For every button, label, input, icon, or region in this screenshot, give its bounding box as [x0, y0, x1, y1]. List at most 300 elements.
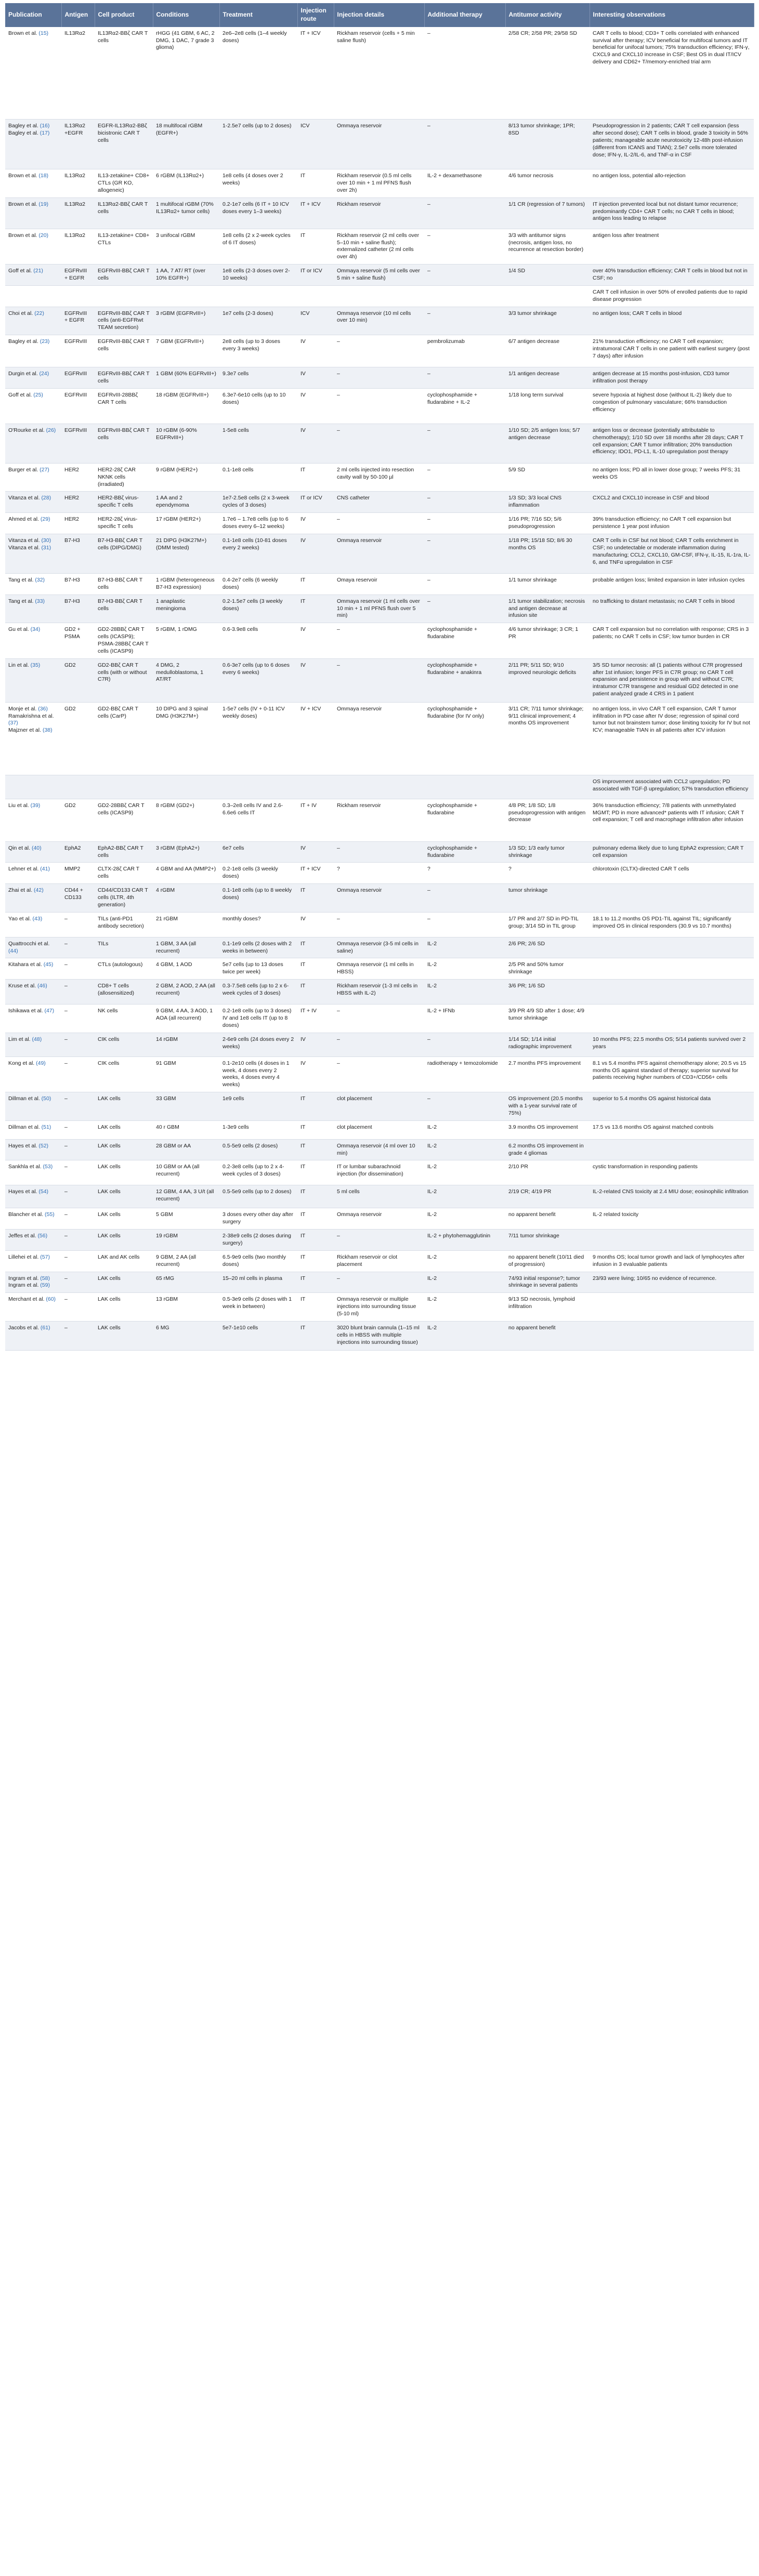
publication-author: Ramakrishna et al. [8, 712, 54, 719]
reference-link[interactable]: (46) [37, 983, 47, 989]
cell-antigen: HER2 [61, 513, 95, 534]
cell-cell-product: LAK cells [95, 1120, 153, 1139]
cell-cell-product: HER2-28ζ virus-specific T cells [95, 513, 153, 534]
header-antitumor-activity: Antitumor activity [505, 3, 590, 27]
publication-author: Hayes et al. [8, 1188, 39, 1195]
cell-antitumor-activity: 2/5 PR and 50% tumor shrinkage [505, 958, 590, 980]
table-row [5, 573, 754, 595]
reference-link[interactable]: (57) [40, 1253, 50, 1260]
reference-link[interactable]: (32) [35, 576, 45, 583]
publication-author: Goff et al. [8, 268, 34, 274]
table-row [5, 534, 754, 573]
cell-treatment: 1-5e8 cells [219, 424, 297, 463]
cell-publication [5, 229, 61, 264]
cell-interesting-observations [590, 980, 754, 1005]
publication-author: Liu et al. [8, 802, 31, 809]
cell-antigen: CD44 + CD133 [61, 884, 95, 913]
cell-additional-therapy: cyclophosphamide + fludarabine (for IV only) [424, 702, 505, 775]
cell-additional-therapy: – [424, 367, 505, 389]
cell-publication [5, 1092, 61, 1121]
reference-link[interactable]: (43) [32, 915, 43, 922]
cell-conditions: 3 rGBM (EGFRvIII+) [153, 307, 219, 335]
header-injection-route: Injection route [297, 3, 334, 27]
cell-conditions: 3 unifocal rGBM [153, 229, 219, 264]
reference-link[interactable]: (28) [41, 495, 51, 501]
cell-injection-route [297, 285, 334, 307]
cell-antigen: – [61, 1160, 95, 1185]
cell-interesting-observations [590, 1321, 754, 1350]
cell-antitumor-activity: no apparent benefit [505, 1321, 590, 1350]
table-row [5, 367, 754, 389]
reference-link[interactable]: (53) [43, 1164, 53, 1170]
cell-antigen: – [61, 1250, 95, 1272]
cell-antitumor-activity [505, 775, 590, 799]
cell-injection-details: – [334, 388, 424, 424]
cell-injection-route: IV [297, 623, 334, 658]
cell-conditions: 10 DIPG and 3 spinal DMG (H3K27M+) [153, 702, 219, 775]
cell-additional-therapy: IL-2 [424, 1208, 505, 1230]
cell-additional-therapy: – [424, 534, 505, 573]
cell-cell-product: GD2-28BBζ CAR T cells (ICASP9) [95, 799, 153, 841]
cell-antigen: – [61, 958, 95, 980]
publication-author: Vitanza et al. [8, 495, 42, 501]
cell-treatment: 1e9 cells [219, 1092, 297, 1121]
cell-antigen: – [61, 912, 95, 937]
cell-publication [5, 1185, 61, 1208]
cell-cell-product: CTLs (autologous) [95, 958, 153, 980]
cell-publication [5, 937, 61, 958]
cell-publication [5, 884, 61, 913]
reference-link[interactable]: (45) [43, 961, 54, 968]
cell-treatment: 2-6e9 cells (24 doses every 2 weeks) [219, 1033, 297, 1056]
table-row [5, 492, 754, 513]
cell-injection-route: IT [297, 937, 334, 958]
cell-treatment: 3 doses every other day after surgery [219, 1208, 297, 1230]
reference-link[interactable]: (40) [31, 844, 42, 851]
cell-injection-route: IT [297, 958, 334, 980]
reference-link[interactable]: (51) [41, 1124, 51, 1130]
cell-conditions: 5 rGBM, 1 rDMG [153, 623, 219, 658]
cell-treatment: 0.1-1e8 cells (10-81 doses every 2 weeks) [219, 534, 297, 573]
cell-publication [5, 513, 61, 534]
cell-conditions: 4 rGBM [153, 884, 219, 913]
table-row [5, 841, 754, 863]
cell-treatment: 1-3e9 cells [219, 1120, 297, 1139]
cell-cell-product: B7-H3-BBζ CAR T cells (DIPG/DMG) [95, 534, 153, 573]
reference-link[interactable]: (23) [40, 338, 50, 345]
cell-interesting-observations: no antigen loss; CAR T cells in blood [590, 307, 754, 335]
cell-cell-product: CD8+ T cells (allosensitized) [95, 980, 153, 1005]
reference-link[interactable]: (24) [39, 371, 49, 377]
cell-conditions: 2 GBM, 2 AOD, 2 AA (all recurrent) [153, 980, 219, 1005]
cell-cell-product: LAK cells [95, 1160, 153, 1185]
reference-link[interactable]: (50) [41, 1095, 51, 1102]
cell-injection-route: IV [297, 335, 334, 367]
reference-link[interactable]: (29) [40, 516, 50, 523]
cell-cell-product: IL13Rα2-BBζ CAR T cells [95, 27, 153, 120]
cell-antitumor-activity: 1/7 PR and 2/7 SD in PD-TIL group; 3/14 SD in TIL group [505, 912, 590, 937]
cell-injection-details: – [334, 658, 424, 702]
cell-conditions: 9 GBM, 4 AA, 3 AOD, 1 AOA (all recurrent) [153, 1005, 219, 1033]
cell-conditions: 40 r GBM [153, 1120, 219, 1139]
reference-link[interactable]: (17) [40, 130, 50, 137]
reference-link[interactable]: (54) [38, 1188, 49, 1195]
cell-interesting-observations [590, 1293, 754, 1322]
cell-interesting-observations: IL-2 related toxicity [590, 1208, 754, 1230]
publication-author: Dillman et al. [8, 1124, 42, 1130]
publication-author: Lim et al. [8, 1036, 32, 1042]
reference-link[interactable]: (16) [40, 123, 50, 129]
cell-publication [5, 307, 61, 335]
cell-additional-therapy: – [424, 463, 505, 492]
cell-cell-product: B7-H3-BBζ CAR T cells [95, 573, 153, 595]
publication-author: Durgin et al. [8, 371, 40, 377]
cell-publication [5, 169, 61, 198]
cell-additional-therapy: IL-2 [424, 980, 505, 1005]
cell-antitumor-activity: 1/18 long term survival [505, 388, 590, 424]
cell-antitumor-activity: no apparent benefit [505, 1208, 590, 1230]
table-row [5, 702, 754, 775]
cell-injection-details: Ommaya reservoir (1 ml cells in HBSS) [334, 958, 424, 980]
cell-interesting-observations: no trafficking to distant metastasis; no CAR T cells in blood [590, 595, 754, 623]
cell-publication [5, 573, 61, 595]
reference-link[interactable]: (52) [38, 1142, 49, 1149]
reference-link[interactable]: (31) [41, 544, 51, 551]
cell-publication [5, 1139, 61, 1160]
page [5, 3, 754, 1351]
cell-antigen: IL13Rα2 [61, 27, 95, 120]
cell-conditions [153, 775, 219, 799]
cell-conditions: 1 anaplastic meningioma [153, 595, 219, 623]
cell-injection-route: IT or ICV [297, 492, 334, 513]
cell-cell-product: TILs [95, 937, 153, 958]
cell-treatment: monthly doses? [219, 912, 297, 937]
cell-injection-details: Rickham reservoir (cells + 5 min saline flush) [334, 27, 424, 120]
cell-publication [5, 958, 61, 980]
reference-link[interactable]: (59) [40, 1282, 50, 1289]
publication-author: Hayes et al. [8, 1142, 39, 1149]
publication-author: Choi et al. [8, 310, 35, 316]
cell-publication [5, 799, 61, 841]
cell-publication [5, 120, 61, 169]
cell-antitumor-activity: 2/10 PR [505, 1160, 590, 1185]
publication-author: Monje et al. [8, 705, 38, 712]
cell-injection-details: clot placement [334, 1120, 424, 1139]
cell-injection-route: IT [297, 1208, 334, 1230]
cell-antigen: IL13Rα2 +EGFR [61, 120, 95, 169]
cell-antitumor-activity: 1/3 SD; 1/3 early tumor shrinkage [505, 841, 590, 863]
cell-injection-route: IT + IV [297, 1005, 334, 1033]
table-row [5, 463, 754, 492]
reference-link[interactable]: (30) [41, 537, 51, 544]
cell-publication [5, 980, 61, 1005]
reference-link[interactable]: (36) [38, 705, 48, 712]
cell-conditions: 8 rGBM (GD2+) [153, 799, 219, 841]
cell-interesting-observations: over 40% transduction efficiency; CAR T cells in blood but not in CSF; no [590, 265, 754, 286]
reference-link[interactable]: (61) [40, 1324, 50, 1331]
cell-injection-route: IT [297, 1293, 334, 1322]
publication-author: Majzner et al. [8, 727, 42, 734]
cell-interesting-observations: IT injection prevented local but not distant tumor recurrence; predominantly CD4+ CAR T cells; no CAR T cells in blood; antigen loss leading to relapse [590, 197, 754, 229]
cell-publication [5, 841, 61, 863]
cell-additional-therapy: IL-2 [424, 1139, 505, 1160]
cell-injection-details: Ommaya reservoir (3-5 ml cells in saline) [334, 937, 424, 958]
reference-link[interactable]: (20) [38, 232, 49, 239]
cell-injection-route: IV [297, 912, 334, 937]
cell-injection-route: IT [297, 169, 334, 198]
header-injection-details: Injection details [334, 3, 424, 27]
reference-link[interactable]: (42) [34, 887, 44, 894]
table-row [5, 335, 754, 367]
reference-link[interactable]: (19) [38, 201, 49, 207]
cell-antitumor-activity: 3/3 with antitumor signs (necrosis, antigen loss, no recurrence at resection border) [505, 229, 590, 264]
cell-cell-product: EGFRvIII-BBζ CAR T cells [95, 335, 153, 367]
reference-link[interactable]: (18) [38, 173, 49, 179]
reference-link[interactable]: (33) [35, 598, 45, 604]
reference-link[interactable]: (35) [30, 662, 41, 668]
cell-injection-details: IT or lumbar subarachnoid injection (for dissemination) [334, 1160, 424, 1185]
reference-link[interactable]: (58) [40, 1275, 50, 1282]
cell-injection-route: IV [297, 1056, 334, 1092]
cell-interesting-observations: 10 months PFS; 22.5 months OS; 5/14 patients survived over 2 years [590, 1033, 754, 1056]
cell-additional-therapy: – [424, 595, 505, 623]
cell-conditions: 6 MG [153, 1321, 219, 1350]
table-row [5, 799, 754, 841]
cell-injection-route: IT [297, 884, 334, 913]
reference-link[interactable]: (56) [37, 1233, 48, 1239]
reference-link[interactable]: (21) [33, 268, 43, 274]
cell-treatment: 5e7-1e10 cells [219, 1321, 297, 1350]
cell-injection-details: 3020 blunt brain cannula (1–15 ml cells in HBSS with multiple injections into surrounding tissue) [334, 1321, 424, 1350]
cell-antigen: IL13Rα2 [61, 197, 95, 229]
cell-publication [5, 1230, 61, 1251]
cell-antigen: GD2 [61, 658, 95, 702]
publication-author: Brown et al. [8, 173, 39, 179]
table-row [5, 980, 754, 1005]
cell-treatment: 0.2-1e7 cells (6 IT + 10 ICV doses every 1–3 weeks) [219, 197, 297, 229]
publication-author: Merchant et al. [8, 1296, 46, 1303]
cell-additional-therapy: IL-2 [424, 958, 505, 980]
reference-link[interactable]: (34) [30, 626, 41, 633]
cell-treatment: 1-5e7 cells (IV + 0-11 ICV weekly doses) [219, 702, 297, 775]
publication-author: Jacobs et al. [8, 1324, 41, 1331]
cell-publication [5, 27, 61, 120]
publication-author: Kruse et al. [8, 983, 38, 989]
cell-additional-therapy: cyclophosphamide + fludarabine [424, 799, 505, 841]
reference-link[interactable]: (60) [46, 1296, 56, 1303]
cell-treatment: 0.5-5e9 cells (2 doses) [219, 1139, 297, 1160]
cell-interesting-observations: no antigen loss, potential allo-rejection [590, 169, 754, 198]
cell-treatment [219, 285, 297, 307]
cell-publication [5, 912, 61, 937]
cell-antitumor-activity: 9/13 SD necrosis, lymphoid infiltration [505, 1293, 590, 1322]
cell-antitumor-activity: OS improvement (20.5 months with a 1-year survival rate of 75%) [505, 1092, 590, 1121]
header-antigen: Antigen [61, 3, 95, 27]
cell-injection-route: IV [297, 534, 334, 573]
cell-treatment: 1e8 cells (2-3 doses over 2-10 weeks) [219, 265, 297, 286]
cell-interesting-observations: antigen loss after treatment [590, 229, 754, 264]
cell-conditions: 91 GBM [153, 1056, 219, 1092]
reference-link[interactable]: (27) [40, 466, 49, 473]
cell-injection-route: IT [297, 1250, 334, 1272]
table-row [5, 388, 754, 424]
cell-antigen: – [61, 1120, 95, 1139]
reference-link[interactable]: (26) [46, 427, 56, 433]
cell-antigen: GD2 [61, 702, 95, 775]
cell-injection-route: IT + IV [297, 799, 334, 841]
cell-conditions: 17 rGBM (HER2+) [153, 513, 219, 534]
cell-antitumor-activity: 3/3 tumor shrinkage [505, 307, 590, 335]
publication-author: Kong et al. [8, 1060, 36, 1066]
cell-publication [5, 367, 61, 389]
cell-publication [5, 775, 61, 799]
publication-author: Brown et al. [8, 201, 39, 207]
cell-interesting-observations: 17.5 vs 13.6 months OS against matched controls [590, 1120, 754, 1139]
cell-conditions: 4 GBM and AA (MMP2+) [153, 863, 219, 884]
cell-antitumor-activity: 2/11 PR; 5/11 SD; 9/10 improved neurologic deficits [505, 658, 590, 702]
reference-link[interactable]: (25) [33, 391, 43, 398]
cell-publication [5, 702, 61, 775]
cell-publication [5, 285, 61, 307]
cell-additional-therapy: IL-2 + phytohemagglutinin [424, 1230, 505, 1251]
reference-link[interactable]: (39) [30, 802, 41, 809]
cell-antitumor-activity: 1/1 antigen decrease [505, 367, 590, 389]
cell-injection-details: Rickham reservoir (2 ml cells over 5–10 min + saline flush); externalized catheter (2 ml cells over 4h) [334, 229, 424, 264]
header-cell-product: Cell product [95, 3, 153, 27]
cell-injection-route: IV [297, 658, 334, 702]
cell-injection-route: IV [297, 367, 334, 389]
publication-author: O'Rourke et al. [8, 427, 46, 433]
cell-injection-route: IV [297, 513, 334, 534]
cell-antitumor-activity: 3/11 CR; 7/11 tumor shrinkage; 9/11 clinical improvement; 4 months OS improvement [505, 702, 590, 775]
table-row [5, 1293, 754, 1322]
cell-publication [5, 424, 61, 463]
publication-author: Lin et al. [8, 662, 31, 668]
table-row [5, 1005, 754, 1033]
cell-additional-therapy: IL-2 + IFNb [424, 1005, 505, 1033]
cell-antigen: IL13Rα2 [61, 169, 95, 198]
cell-additional-therapy: – [424, 229, 505, 264]
cell-treatment: 2-38e9 cells (2 doses during surgery) [219, 1230, 297, 1251]
reference-link[interactable]: (48) [32, 1036, 42, 1042]
publication-author: Brown et al. [8, 232, 39, 239]
cell-treatment: 1e7 cells (2-3 doses) [219, 307, 297, 335]
table-row [5, 937, 754, 958]
cell-conditions: 28 GBM or AA [153, 1139, 219, 1160]
table-row [5, 1272, 754, 1293]
cell-injection-route: IT [297, 573, 334, 595]
cell-conditions [153, 285, 219, 307]
cell-injection-details: clot placement [334, 1092, 424, 1121]
reference-link[interactable]: (47) [44, 1008, 55, 1014]
cell-antigen: – [61, 1230, 95, 1251]
reference-link[interactable]: (55) [45, 1211, 55, 1218]
cell-treatment: 0.6-3.9e8 cells [219, 623, 297, 658]
publication-author: Vitanza et al. [8, 544, 40, 551]
cell-conditions: 6 rGBM (IL13Rα2+) [153, 169, 219, 198]
publication-author: Brown et al. [8, 30, 39, 36]
cell-injection-details: 5 ml cells [334, 1185, 424, 1208]
table-row [5, 958, 754, 980]
cell-publication [5, 1033, 61, 1056]
cell-cell-product: LAK and AK cells [95, 1250, 153, 1272]
reference-link[interactable]: (37) [8, 720, 18, 726]
cell-treatment: 0.4-2e7 cells (6 weekly doses) [219, 573, 297, 595]
cell-conditions: 10 rGBM (6-90% EGFRvIII+) [153, 424, 219, 463]
header-interesting-observations: Interesting observations [590, 3, 754, 27]
cell-antitumor-activity: 4/6 tumor shrinkage; 3 CR; 1 PR [505, 623, 590, 658]
reference-link[interactable]: (15) [38, 30, 49, 36]
cell-cell-product: GD2-BBζ CAR T cells (CarP) [95, 702, 153, 775]
publication-author: Sankhla et al. [8, 1164, 43, 1170]
table-row [5, 1250, 754, 1272]
publication-author: Lillehei et al. [8, 1253, 41, 1260]
cell-antigen: B7-H3 [61, 534, 95, 573]
cell-conditions: 1 GBM (60% EGFRvIII+) [153, 367, 219, 389]
cell-antigen: – [61, 1272, 95, 1293]
cell-antitumor-activity: 2/6 PR; 2/6 SD [505, 937, 590, 958]
cell-injection-details: – [334, 424, 424, 463]
cell-interesting-observations: 3/5 SD tumor necrosis: all (1 patients without C7R progressed after 1st infusion; longer PFS in C7R group; no CAR T cell expansion and persistence in group with and without C7R; intratumor C7R transgene and residual GD2 detected in one patient analyzed grade 4 CRS in 1 patient [590, 658, 754, 702]
cell-antigen: – [61, 1056, 95, 1092]
cell-treatment: 0.6-3e7 cells (up to 6 doses every 6 weeks) [219, 658, 297, 702]
cell-additional-therapy: IL-2 [424, 1272, 505, 1293]
cell-interesting-observations [590, 884, 754, 913]
reference-link[interactable]: (49) [36, 1060, 46, 1066]
reference-link[interactable]: (38) [42, 727, 53, 734]
cell-publication [5, 492, 61, 513]
cell-additional-therapy: IL-2 [424, 1250, 505, 1272]
publication-author: Bagley et al. [8, 130, 38, 137]
cell-conditions: 1 rGBM (heterogeneous B7-H3 expression) [153, 573, 219, 595]
cell-cell-product: LAK cells [95, 1185, 153, 1208]
cell-antigen: EphA2 [61, 841, 95, 863]
publication-author: Quattrocchi et al. [8, 940, 50, 947]
cell-conditions: 19 rGBM [153, 1230, 219, 1251]
cell-cell-product [95, 285, 153, 307]
cell-conditions: 1 AA and 2 ependymoma [153, 492, 219, 513]
cell-treatment: 0.1-1e9 cells (2 doses with 2 weeks in between) [219, 937, 297, 958]
cell-conditions: 33 GBM [153, 1092, 219, 1121]
cell-cell-product: CD44/CD133 CAR T cells (ILTR, 4th generation) [95, 884, 153, 913]
cell-injection-route: IT [297, 1139, 334, 1160]
cell-cell-product: LAK cells [95, 1139, 153, 1160]
reference-link[interactable]: (41) [40, 866, 50, 873]
cell-cell-product: LAK cells [95, 1272, 153, 1293]
table-row [5, 1185, 754, 1208]
cell-antitumor-activity: 4/8 PR; 1/8 SD; 1/8 pseudoprogression with antigen decrease [505, 799, 590, 841]
cell-treatment: 0.2-3e8 cells (up to 2 x 4-week cycles of 3 doses) [219, 1160, 297, 1185]
table-row [5, 169, 754, 198]
cell-cell-product: EGFRvIII-BBζ CAR T cells (anti-EGFRwt TEAM secretion) [95, 307, 153, 335]
cell-interesting-observations: pulmonary edema likely due to lung EphA2 expression; CAR T cell expansion [590, 841, 754, 863]
cell-treatment: 0.2-1e8 cells (3 weekly doses) [219, 863, 297, 884]
cell-treatment: 6.5-9e9 cells (two monthly doses) [219, 1250, 297, 1272]
cell-interesting-observations: chlorotoxin (CLTX)-directed CAR T cells [590, 863, 754, 884]
reference-link[interactable]: (44) [8, 947, 18, 954]
cell-cell-product: LAK cells [95, 1293, 153, 1322]
cell-treatment: 0.2-1e8 cells (up to 3 doses) IV and 1e8 cells IT (up to 8 doses) [219, 1005, 297, 1033]
cell-antitumor-activity: no apparent benefit (10/11 died of progression) [505, 1250, 590, 1272]
header-publication: Publication [5, 3, 61, 27]
cell-conditions: 1 AA, 7 AT/ RT (over 10% EGFR+) [153, 265, 219, 286]
reference-link[interactable]: (22) [34, 310, 44, 316]
cell-injection-route: IT [297, 595, 334, 623]
table-row [5, 775, 754, 799]
cell-conditions: 3 rGBM (EphA2+) [153, 841, 219, 863]
cell-treatment: 0.5-3e9 cells (2 doses with 1 week in between) [219, 1293, 297, 1322]
cell-conditions: 21 DIPG (H3K27M+) (DMM tested) [153, 534, 219, 573]
